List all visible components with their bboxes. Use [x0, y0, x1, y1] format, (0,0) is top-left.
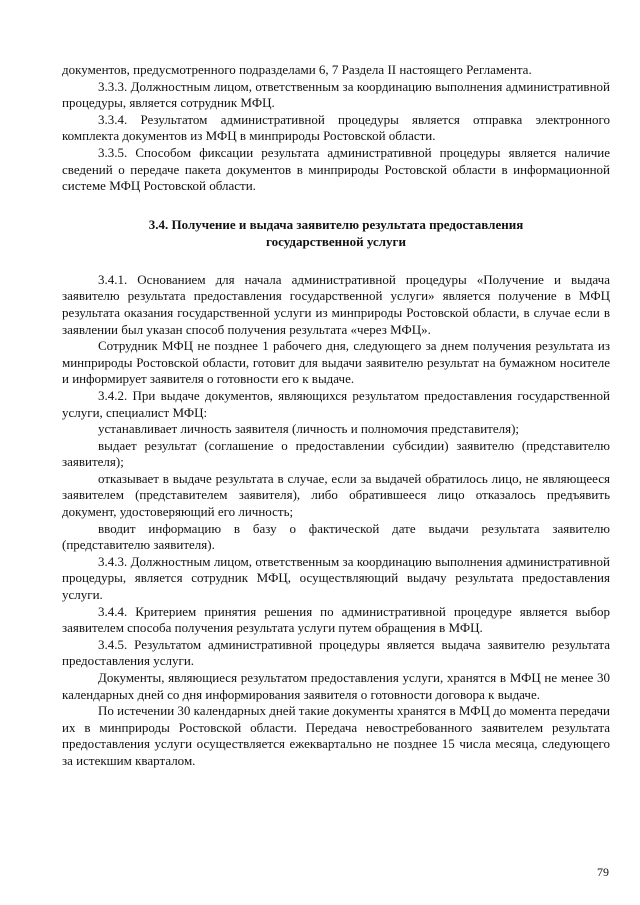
paragraph-3-3-4: 3.3.4. Результатом административной процедуры является отправка электронного комплекта документов из МФЦ в минприроды Ростовской области. — [62, 111, 610, 144]
section-heading-line-2: государственной услуги — [266, 233, 406, 249]
section-heading-3-4 — [62, 216, 610, 250]
paragraph-3-3-3: 3.3.3. Должностным лицом, ответственным за координацию выполнения административной процедуры, является сотрудник МФЦ. — [62, 78, 610, 111]
section-heading-line-1: 3.4. Получение и выдача заявителю результата предоставления — [148, 216, 524, 232]
list-item-issue-result: выдает результат (соглашение о предоставлении субсидии) заявителю (представителю заявителя); — [62, 437, 610, 470]
paragraph-transfer: По истечении 30 календарных дней такие документы хранятся в МФЦ до момента передачи их в минприроды Ростовской области. Передача невостребованного заявителем результата предоставления услуги осуществляется ежеквартально не позднее 15 числа месяца, следующего за истекшим кварталом. — [62, 703, 610, 768]
paragraph-3-3-5: 3.3.5. Способом фиксации результата административной процедуры является наличие сведений о передаче пакета документов в минприроды Ростовской области в информационной системе МФЦ Ростовской области. — [62, 144, 610, 194]
paragraph-mfc-preparation: Сотрудник МФЦ не позднее 1 рабочего дня, следующего за днем получения результата из минприроды Ростовской области, готовит для выдачи заявителю результат на бумажном носителе и информирует заявителя о готовности его к выдаче. — [62, 338, 610, 387]
page-content — [62, 62, 610, 770]
list-item-refuse: отказывает в выдаче результата в случае, если за выдачей обратилось лицо, не являющееся заявителем (представителем заявителя), либо обратившееся лицо отказалось предъявить документ, удостоверяющий его личность; — [62, 470, 610, 520]
paragraph-storage: Документы, являющиеся результатом предоставления услуги, хранятся в МФЦ не менее 30 календарных дней со дня информирования заявителя о готовности договора к выдаче. — [62, 670, 610, 702]
paragraph-continuation: документов, предусмотренного подразделами 6, 7 Раздела II настоящего Регламента. — [62, 62, 532, 77]
section-3-3-continuation — [62, 62, 610, 195]
page-number: 79 — [597, 865, 609, 879]
list-item-identify: устанавливает личность заявителя (личность и полномочия представителя); — [98, 421, 520, 437]
paragraph-3-4-2: 3.4.2. При выдаче документов, являющихся результатом предоставления государственной услуги, специалист МФЦ: — [62, 387, 610, 420]
paragraph-3-4-4: 3.4.4. Критерием принятия решения по административной процедуре является выбор заявителем способа получения результата услуги путем обращения в МФЦ. — [62, 603, 610, 636]
paragraph-3-4-3: 3.4.3. Должностным лицом, ответственным за координацию выполнения административной процедуры, является сотрудник МФЦ, осуществляющий выдачу результата предоставления услуги. — [62, 553, 610, 603]
paragraph-3-4-5: 3.4.5. Результатом административной процедуры является выдача заявителю результата предоставления услуги. — [62, 636, 610, 669]
paragraph-3-4-1: 3.4.1. Основанием для начала административной процедуры «Получение и выдача заявителю результата предоставления государственной услуги» является получение в МФЦ результата оказания государственной услуги из минприроды Ростовской области, в случае если в заявлении был указан способ получения результата «через МФЦ». — [62, 271, 610, 337]
section-3-4-body — [62, 272, 610, 770]
list-item-enter-info: вводит информацию в базу о фактической дате выдачи результата заявителю (представителю заявителя). — [62, 520, 610, 553]
